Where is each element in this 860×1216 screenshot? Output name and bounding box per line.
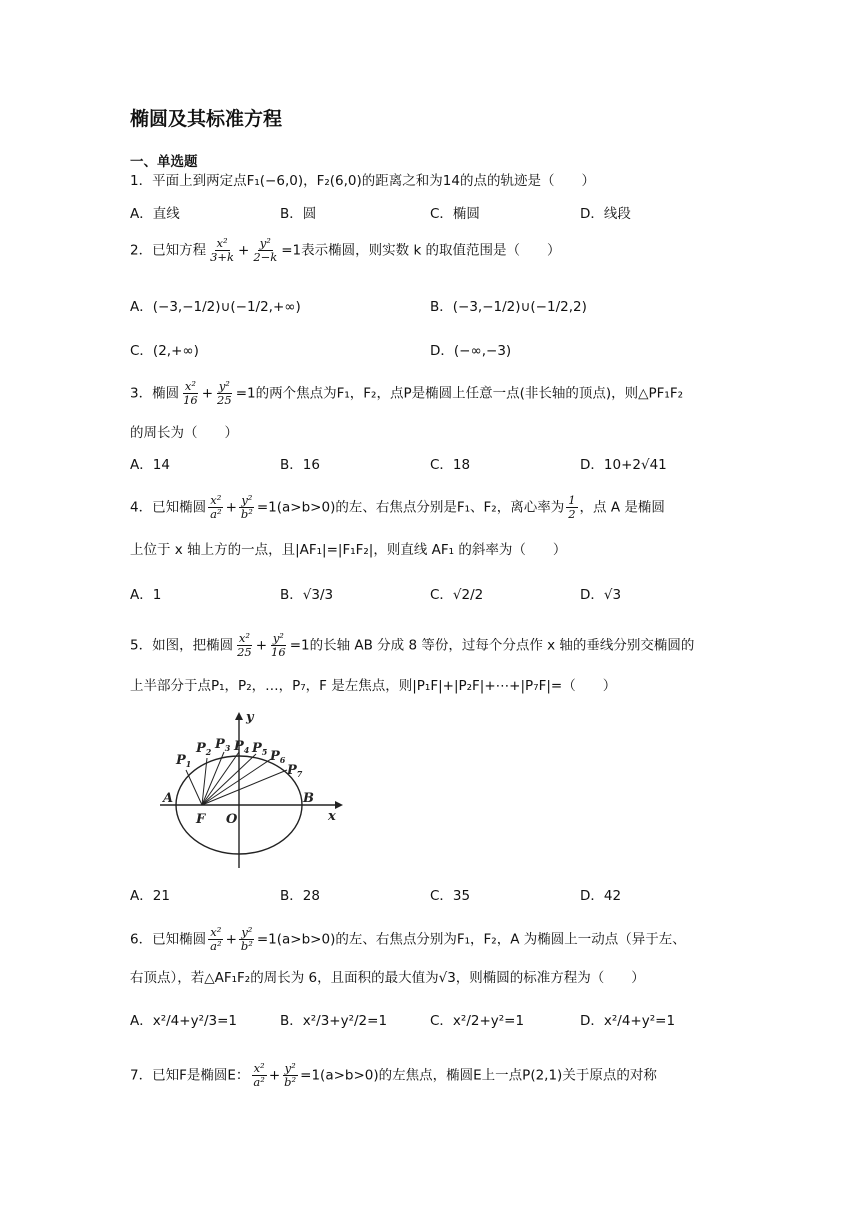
fraction: $\frac{\text{x²}}{\text{a²}}$: [210, 493, 222, 521]
label-a: A: [163, 791, 174, 806]
question-number: 2．: [130, 242, 153, 259]
fraction: $\frac{\text{x²}}{3+k}$: [210, 236, 235, 264]
x-axis-arrow: [335, 801, 343, 809]
label-p7: $P_7$: [287, 763, 303, 779]
option-a[interactable]: A．21: [130, 888, 170, 904]
option-b[interactable]: B．√3/3: [280, 587, 334, 603]
label-p3: $P_3$: [215, 737, 231, 753]
option-a[interactable]: A．1: [130, 587, 162, 603]
option-b[interactable]: B．圆: [280, 206, 317, 222]
label-b: B: [303, 791, 314, 806]
option-c[interactable]: C．√2/2: [430, 587, 484, 603]
question-2: 2．已知方程 $\frac{\text{x²}}{3+k}$ + $\frac{\text{y²}}{2-k}$ =1表示椭圆，则实数 k 的取值范围是（ ）: [130, 236, 561, 264]
label-p4: $P_4$: [234, 739, 250, 755]
fraction: $\frac{\text{y²}}{25}$: [217, 379, 232, 407]
question-3-cont: 的周长为（ ）: [130, 425, 238, 441]
option-a[interactable]: A．x²/4+y²/3=1: [130, 1013, 238, 1029]
section-heading: 一、单选题: [130, 154, 198, 170]
option-a[interactable]: A．14: [130, 457, 170, 473]
option-d[interactable]: D．10+2√41: [580, 457, 667, 473]
question-text: 已知方程: [152, 242, 207, 259]
label-p1: $P_1$: [176, 753, 192, 769]
fraction: $\frac{\text{x²}}{25}$: [237, 631, 252, 659]
option-c[interactable]: C．35: [430, 888, 471, 904]
option-c[interactable]: C．x²/2+y²=1: [430, 1013, 525, 1029]
y-axis-arrow: [235, 712, 243, 720]
option-c[interactable]: C．(2,+∞): [130, 343, 199, 359]
label-p5: $P_5$: [252, 741, 268, 757]
option-b[interactable]: B．28: [280, 888, 320, 904]
option-d[interactable]: D．线段: [580, 206, 631, 222]
question-4: 4．已知椭圆 $\frac{\text{x²}}{\text{a²}}$ + $\frac{\text{y²}}{\text{b²}}$ =1(a>b>0)的左、右焦点分别是F₁、F₂，离心率为 $\frac{1}{2}$ ，点 A 是椭圆: [130, 493, 665, 521]
question-5-cont: 上半部分于点P₁，P₂，…，P₇，F 是左焦点，则|P₁F|+|P₂F|+⋯+|P₇F|=（ ）: [130, 678, 617, 694]
fraction: $\frac{1}{2}$: [568, 493, 576, 521]
fraction: $\frac{\text{y²}}{\text{b²}}$: [240, 493, 253, 521]
option-d[interactable]: D．(−∞,−3): [430, 343, 512, 359]
question-6-cont: 右顶点），若△AF₁F₂的周长为 6，且面积的最大值为√3，则椭圆的标准方程为（ ）: [130, 970, 645, 986]
question-text: =1表示椭圆，则实数 k 的取值范围是（ ）: [281, 242, 561, 259]
option-d[interactable]: D．√3: [580, 587, 622, 603]
segment-p6f: [202, 759, 271, 805]
ellipse-figure: [160, 708, 350, 873]
question-1: [130, 172, 595, 190]
label-f: F: [196, 812, 206, 827]
option-c[interactable]: C．椭圆: [430, 206, 480, 222]
option-b[interactable]: B．(−3,−1/2)∪(−1/2,2): [430, 299, 587, 315]
question-7: 7．已知F是椭圆E： $\frac{\text{x²}}{\text{a²}}$ + $\frac{\text{y²}}{\text{b²}}$ =1(a>b>0)的左焦点，椭圆E上一点P(2,1)关于原点的对称: [130, 1061, 657, 1089]
option-d[interactable]: D．x²/4+y²=1: [580, 1013, 676, 1029]
fraction: $\frac{\text{y²}}{\text{b²}}$: [284, 1061, 297, 1089]
fraction: $\frac{\text{x²}}{16}$: [183, 379, 198, 407]
question-5: 5．如图，把椭圆 $\frac{\text{x²}}{25}$ + $\frac{\text{y²}}{16}$ =1的长轴 AB 分成 8 等份，过每个分点作 x 轴的垂线分别交椭圆的: [130, 631, 695, 659]
fraction: $\frac{\text{x²}}{\text{a²}}$: [210, 925, 222, 953]
label-y: y: [246, 710, 254, 725]
question-number: 1．: [130, 173, 153, 189]
fraction: $\frac{\text{y²}}{16}$: [271, 631, 286, 659]
option-a[interactable]: A．(−3,−1/2)∪(−1/2,+∞): [130, 299, 301, 315]
label-x: x: [328, 809, 336, 824]
label-o: O: [226, 812, 238, 827]
option-b[interactable]: B．x²/3+y²/2=1: [280, 1013, 388, 1029]
label-p2: $P_2$: [196, 741, 212, 757]
page-title: 椭圆及其标准方程: [130, 108, 283, 130]
question-4-cont: 上位于 x 轴上方的一点，且|AF₁|=|F₁F₂|，则直线 AF₁ 的斜率为（ ）: [130, 542, 567, 558]
fraction: $\frac{\text{y²}}{2-k}$: [253, 236, 278, 264]
segment-p1f: [186, 770, 202, 805]
option-a[interactable]: A．直线: [130, 206, 180, 222]
question-text: 平面上到两定点F₁(−6,0)，F₂(6,0)的距离之和为14的点的轨迹是（ ）: [152, 173, 595, 189]
question-3: 3．椭圆 $\frac{\text{x²}}{16}$ + $\frac{\text{y²}}{25}$ =1的两个焦点为F₁，F₂，点P是椭圆上任意一点(非长轴的顶点)，则△PF₁F₂: [130, 379, 683, 407]
fraction: $\frac{\text{y²}}{\text{b²}}$: [240, 925, 253, 953]
option-b[interactable]: B．16: [280, 457, 320, 473]
label-p6: $P_6$: [270, 749, 286, 765]
option-d[interactable]: D．42: [580, 888, 622, 904]
option-c[interactable]: C．18: [430, 457, 471, 473]
question-6: 6．已知椭圆 $\frac{\text{x²}}{\text{a²}}$ + $\frac{\text{y²}}{\text{b²}}$ =1(a>b>0)的左、右焦点分别为F₁，F₂，A 为椭圆上一动点（异于左、: [130, 925, 686, 953]
fraction: $\frac{\text{x²}}{\text{a²}}$: [253, 1061, 265, 1089]
